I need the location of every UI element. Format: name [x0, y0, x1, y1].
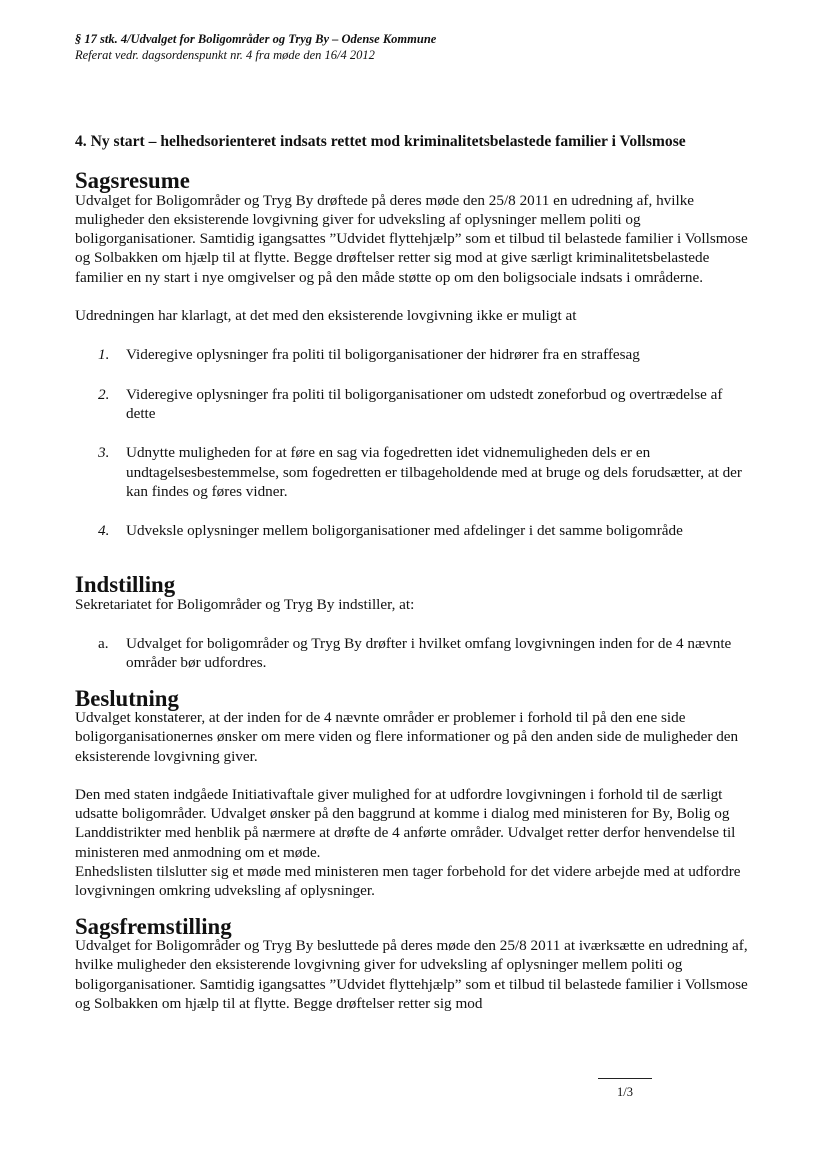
footer-divider: [598, 1078, 652, 1079]
agenda-item-title: 4. Ny start – helhedsorienteret indsats rettet mod kriminalitetsbelastede familier i Vollsmose: [75, 133, 686, 150]
list-item: [75, 345, 755, 364]
header-committee-line: § 17 stk. 4/Udvalget for Boligområder og Tryg By – Odense Kommune: [75, 32, 437, 46]
header-reference-line: Referat vedr. dagsordenspunkt nr. 4 fra møde den 16/4 2012: [75, 48, 375, 62]
sagsresume-text: Udvalget for Boligområder og Tryg By drøftede på deres møde den 25/8 2011 en udredning af, hvilke muligheder den eksisterende lovgivning giver for udveksling af oplysninger mellem politi og boligorganisationer. Samtidig igangsattes ”Udvidet flyttehjælp” som et tilbud til belastede familier i Vollsmose og Solbakken om hjælp til at flytte. Begge drøftelser retter sig mod at give særligt kriminalitetsbelastede familier en ny start i nye omgivelser og på den måde støtte op om den boligsociale indsats i områderne.: [75, 191, 748, 286]
beslutning-text-1: Udvalget konstaterer, at der inden for de 4 nævnte områder er problemer i forhold til på den ene side boligorganisationernes ønsker om mere viden og flere informationer og på den anden side de muligheder den eksisterende lovgivning giver.: [75, 708, 739, 765]
sagsresume-intro: Udredningen har klarlagt, at det med den eksisterende lovgivning ikke er muligt at: [75, 307, 577, 325]
list-item-text: Udnytte muligheden for at føre en sag via fogedretten idet vidnemuligheden dels er en undtagelsesbestemmelse, som fogedretten er tilbageholdende med at bruge og dels forudsætter, at der kan findes og føres vidner.: [126, 444, 742, 500]
sagsresume-heading: Sagsresume: [75, 168, 190, 194]
sagsfremstilling-heading: Sagsfremstilling: [75, 913, 232, 939]
lettered-list: [75, 634, 755, 673]
list-marker: a.: [98, 635, 109, 653]
indstilling-text: Sekretariatet for Boligområder og Tryg By indstiller, at:: [75, 595, 415, 613]
list-item: [75, 443, 755, 501]
indstilling-heading: Indstilling: [75, 572, 176, 598]
list-item: [75, 521, 755, 540]
document-body: [75, 132, 755, 1013]
list-item-text: Udvalget for boligområder og Tryg By drøfter i hvilket omfang lovgivningen inden for de 4 nævnte områder bør udfordres.: [126, 635, 732, 672]
list-marker: 2.: [98, 385, 110, 403]
page-number: 1/3: [617, 1085, 633, 1099]
beslutning-section: [75, 685, 755, 901]
list-marker: 4.: [98, 522, 110, 540]
sagsfremstilling-section: [75, 913, 755, 1013]
page-footer: [598, 1078, 652, 1099]
beslutning-text-3: Enhedslisten tilslutter sig et møde med ministeren men tager forbehold for det videre arbejde med at udfordre lovgivningen omkring udveksling af oplysninger.: [75, 863, 741, 900]
list-item-text: Videregive oplysninger fra politi til boligorganisationer der hidrører fra en straffesag: [126, 346, 640, 364]
list-item-text: Udveksle oplysninger mellem boligorganisationer med afdelinger i det samme boligområde: [126, 522, 683, 540]
list-item: [75, 634, 755, 673]
sagsfremstilling-text: Udvalget for Boligområder og Tryg By besluttede på deres møde den 25/8 2011 at iværksætte en udredning af, hvilke muligheder den eksisterende lovgivning giver for udveksling af oplysninger mellem politi og boligorganisationer. Samtidig igangsattes ”Udvidet flyttehjælp” som et tilbud til belastede familier i Vollsmose og Solbakken om hjælp til at flytte. Begge drøftelser retter sig mod: [75, 936, 748, 1012]
numbered-list: [75, 345, 755, 540]
page-header: [75, 31, 775, 63]
beslutning-text-2: Den med staten indgåede Initiativaftale giver mulighed for at udfordre lovgivningen i forhold til de særligt udsatte boligområder. Udvalget ønsker på den baggrund at komme i dialog med ministeren for By, Bolig og Landdistrikter med henblik på nærmere at drøfte de 4 anførte områder. Udvalget retter derfor henvendelse til ministeren med anmodning om et møde.: [75, 785, 736, 861]
beslutning-heading: Beslutning: [75, 685, 179, 711]
sagsresume-section: [75, 168, 755, 540]
list-marker: 3.: [98, 444, 110, 462]
list-marker: 1.: [98, 346, 110, 364]
list-item-text: Videregive oplysninger fra politi til boligorganisationer om udstedt zoneforbud og overtrædelse af dette: [126, 385, 723, 422]
indstilling-section: [75, 572, 755, 672]
list-item: [75, 385, 755, 424]
